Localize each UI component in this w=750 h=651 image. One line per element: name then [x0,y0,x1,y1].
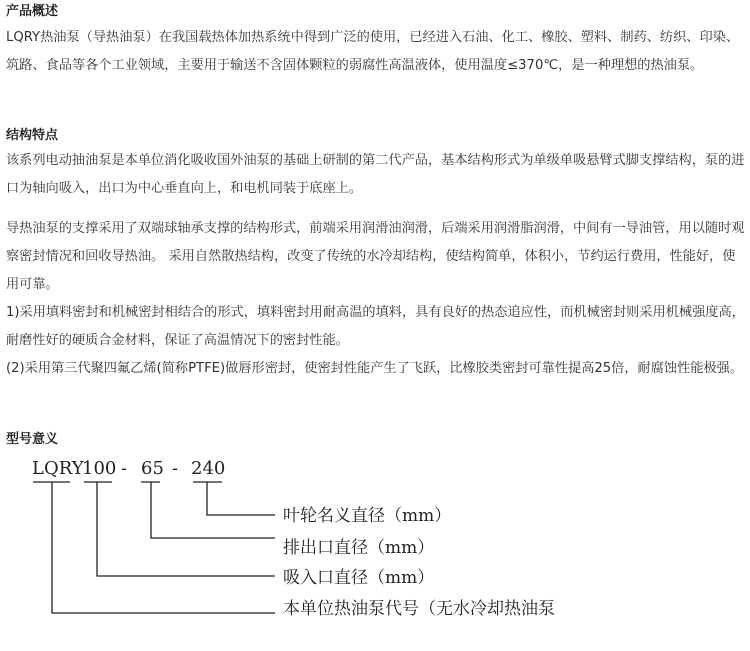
leader-impeller [207,482,275,515]
code-suction: 100 [82,458,117,479]
code-discharge: 65 [141,458,164,479]
overview-heading: 产品概述 [6,4,59,19]
leader-suction [97,482,275,576]
label-prefix: 本单位热油泵代号（无水冷却热油泵 [283,599,555,619]
leader-prefix [52,482,275,613]
code-prefix: LQRY [32,458,84,479]
leader-discharge [151,482,275,538]
structure-paragraph-2: 导热油泵的支撑采用了双端球轴承支撑的结构形式，前端采用润滑油润滑，后端采用润滑脂润滑，中间有一导油管，用以随时观察密封情况和回收导热油。 采用自然散热结构，改变了传统的水冷却结构，使结构简单，体积小，节约运行费用，性能好，使用可靠。 [6,221,745,292]
label-impeller: 叶轮名义直径（mm） [283,506,452,526]
structure-paragraph-4: (2)采用第三代聚四氟乙烯(简称PTFE)做唇形密封，使密封性能产生了飞跃，比橡胶类密封可靠性提高25倍，耐腐蚀性能极强。 [6,361,744,376]
structure-paragraph-1: 该系列电动抽油泵是本单位消化吸收国外油泵的基础上研制的第二代产品，基本结构形式为单级单吸悬臂式脚支撑结构，泵的进口为轴向吸入，出口为中心垂直向上，和电机同装于底座上。 [6,153,745,196]
structure-paragraph-3: 1)采用填料密封和机械密封相结合的形式，填料密封用耐高温的填料，具有良好的热态追应性，而机械密封则采用机械强度高，耐磨性好的硬质合金材料，保证了高温情况下的密封性能。 [6,305,745,348]
overview-paragraph: LQRY热油泵（导热油泵）在我国载热体加热系统中得到广泛的使用，已经进入石油、化工、橡胶、塑料、制药、纺织、印染、筑路、食品等各个工业领域，主要用于输送不含固体颗粒的弱腐性高温液体，使用温度≤370℃，是一种理想的热油泵。 [6,30,740,73]
code-impeller: 240 [191,458,226,479]
structure-heading: 结构特点 [6,128,59,143]
model-code-diagram [0,448,750,651]
code-dash-1: - [121,458,128,479]
label-discharge: 排出口直径（mm） [283,538,435,558]
code-dash-2: - [172,458,179,479]
model-heading: 型号意义 [6,432,59,447]
label-suction: 吸入口直径（mm） [283,568,435,588]
